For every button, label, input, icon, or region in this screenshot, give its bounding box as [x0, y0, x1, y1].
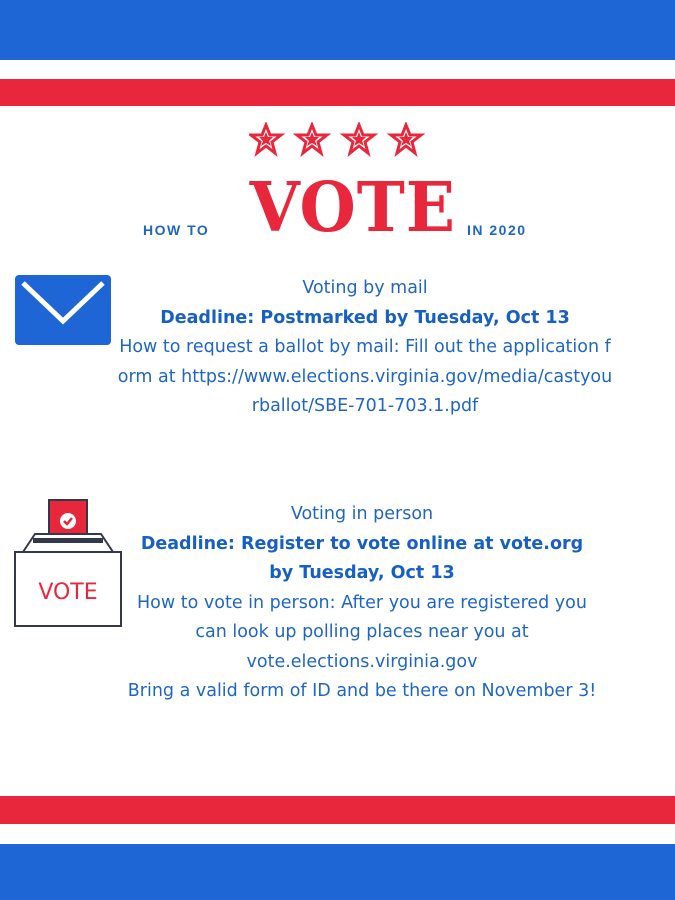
bottom-red-stripe: [0, 796, 675, 824]
mail-voting-section: [110, 274, 620, 422]
stars-icon: [249, 122, 429, 158]
person-reminder: Bring a valid form of ID and be there on November 3!: [127, 681, 597, 701]
how-to-label: HOW TO: [143, 222, 210, 238]
person-deadline: Deadline: Register to vote online at vote.org by Tuesday, Oct 13: [140, 533, 584, 583]
ballot-box-icon: [13, 492, 123, 627]
mail-instructions: How to request a ballot by mail: Fill out the application form at https://www.elections.virginia.gov/media/castyourballot/SBE-701-703.1.pdf: [117, 337, 613, 416]
top-blue-band: [0, 0, 675, 60]
envelope-icon: [15, 275, 111, 345]
vote-title: VOTE: [249, 168, 456, 248]
year-label: IN 2020: [467, 222, 527, 238]
top-red-stripe: [0, 79, 675, 106]
bottom-blue-band: [0, 844, 675, 900]
in-person-voting-section: [112, 500, 612, 707]
person-section-title: Voting in person: [290, 504, 434, 524]
mail-deadline: Deadline: Postmarked by Tuesday, Oct 13: [160, 307, 570, 328]
person-instructions: How to vote in person: After you are registered you can look up polling places near you at vote.elections.virginia.gov: [137, 592, 587, 672]
ballot-box-label: VOTE: [38, 580, 98, 605]
mail-section-title: Voting by mail: [302, 278, 428, 298]
